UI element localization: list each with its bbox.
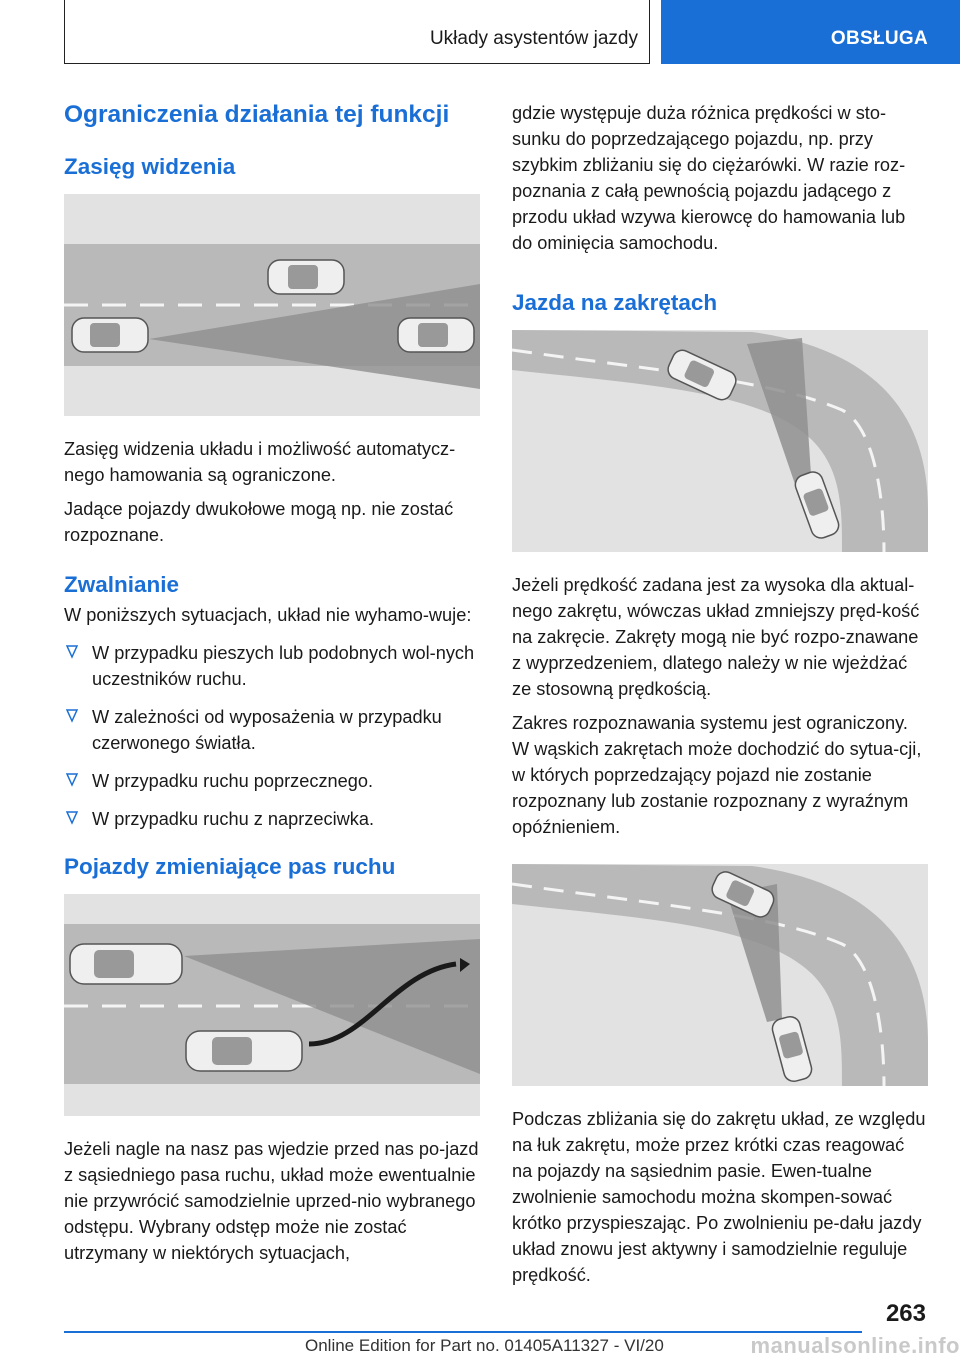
paragraph: gdzie występuje duża różnica prędkości w sto-sunku do poprzedzającego pojazdu, np. przy szybkim zbliżaniu się do ciężarówki. W razie roz-poznania z całą pewnością pojazdu jadącego z przodu układ wzywa kierowcę do hamowania lub do ominięcia samochodu.: [512, 103, 906, 253]
page-title: Ograniczenia działania tej funkcji: [64, 101, 450, 128]
paragraph: Zakres rozpoznawania systemu jest ograniczony. W wąskich zakrętach może dochodzić do sytua-cji, w których poprzedzający pojazd nie zostanie rozpoznany lub zostanie rozpoznany z wyraźnym opóźnieniem.: [512, 713, 922, 837]
paragraph: Jeżeli prędkość zadana jest za wysoka dla aktual-nego zakrętu, wówczas układ zmniejszy pręd-kość na zakręcie. Zakręty mogą nie być rozpo-znawane z wyprzedzeniem, dlatego należy w nie wjeżdżać ze stosowną prędkością.: [512, 575, 920, 699]
bullet-triangle-icon: [66, 645, 78, 659]
header-section-title: Układy asystentów jazdy: [429, 28, 638, 49]
car-own: [70, 944, 182, 984]
figure-curve-speed: [512, 330, 928, 552]
bullet-triangle-icon: [66, 811, 78, 825]
heading-zasieg-widzenia: Zasięg widzenia: [64, 154, 236, 179]
list-item: [64, 806, 480, 832]
heading-zwalnianie: Zwalnianie: [64, 572, 180, 597]
left-column: [64, 100, 480, 1274]
heading-pojazdy-zmieniajace-pas: Pojazdy zmieniające pas ruchu: [64, 854, 396, 879]
paragraph: Jeżeli nagle na nasz pas wjedzie przed nas po-jazd z sąsiedniego pasa ruchu, układ może ewentualnie nie przywrócić samodzielnie uprzed-nio wybranego odstępu. Wybrany odstęp może nie zostać utrzymany w niektórych sytuacjach,: [64, 1139, 479, 1263]
bullet-triangle-icon: [66, 709, 78, 723]
paragraph: W poniższych sytuacjach, układ nie wyhamo-wuje:: [64, 605, 472, 625]
paragraph: Zasięg widzenia układu i możliwość automatycz-nego hamowania są ograniczone.: [64, 439, 456, 485]
right-column: [512, 100, 928, 1296]
list-item: [64, 768, 480, 794]
watermark: manualsonline.info: [750, 1333, 960, 1358]
figure-detection-range: [64, 194, 480, 416]
list-item: [64, 704, 480, 756]
footer-divider: [64, 1331, 862, 1333]
list-item-text: W przypadku ruchu z naprzeciwka.: [92, 809, 375, 829]
figure-lane-change: [64, 894, 480, 1116]
heading-jazda-na-zakretach: Jazda na zakrętach: [512, 290, 718, 315]
footer-edition: Online Edition for Part no. 01405A11327 - VI/20: [305, 1336, 664, 1355]
paragraph: Jadące pojazdy dwukołowe mogą np. nie zostać rozpoznane.: [64, 499, 454, 545]
list-item-text: W zależności od wyposażenia w przypadku czerwonego światła.: [92, 707, 442, 753]
figure-curve-adjacent-lane: [512, 864, 928, 1086]
bullet-triangle-icon: [66, 773, 78, 787]
car-own: [72, 318, 148, 352]
car-adjacent-lane: [268, 260, 344, 294]
car-target-same-lane: [398, 318, 474, 352]
list-item-text: W przypadku pieszych lub podobnych wol-nych uczestników ruchu.: [92, 643, 475, 689]
bullet-list: [64, 640, 480, 832]
list-item: [64, 640, 480, 692]
page-number: 263: [885, 1300, 926, 1327]
paragraph: Podczas zbliżania się do zakrętu układ, ze względu na łuk zakrętu, może przez krótki czas reagować na pojazdy na sąsiednim pasie. Ewen-tualne zwolnienie samochodu można skompen-sować krótko przyspieszając. Po zwolnieniu pe-dału jazdy układ znowu jest aktywny i samodzielnie reguluje prędkość.: [512, 1109, 926, 1285]
list-item-text: W przypadku ruchu poprzecznego.: [92, 771, 374, 791]
header-chapter-tab[interactable]: OBSŁUGA: [661, 0, 960, 64]
car-merging: [186, 1031, 302, 1071]
